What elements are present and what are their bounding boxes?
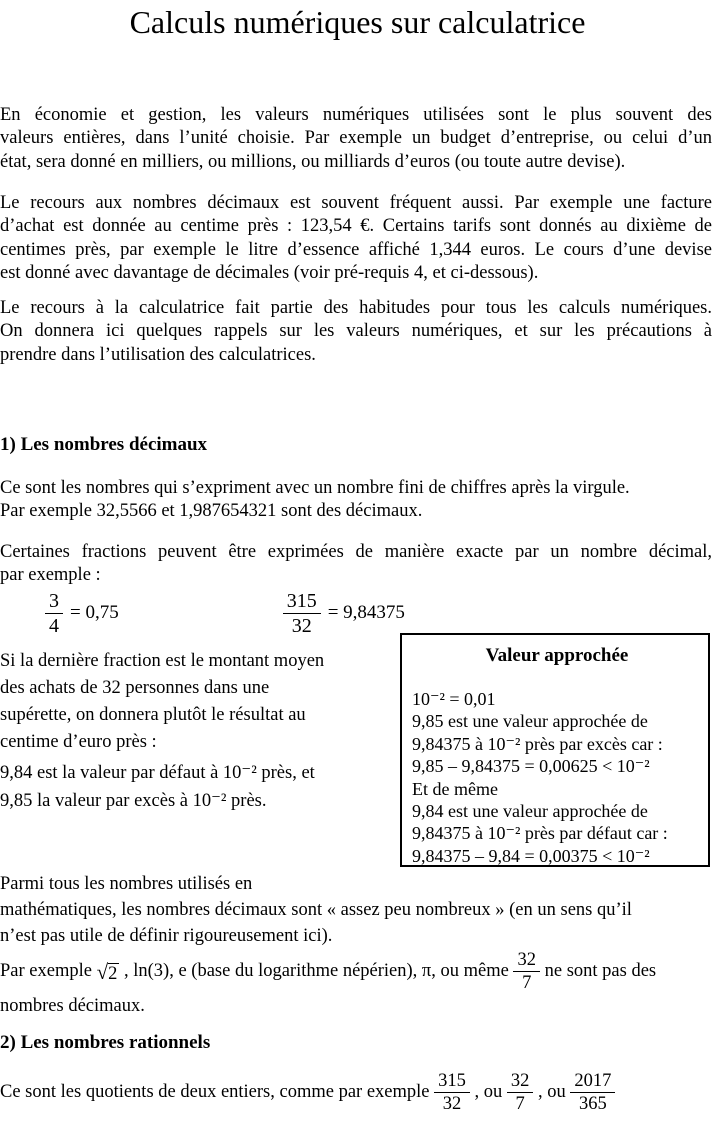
fraction-numerator: 315 (434, 1071, 470, 1094)
fraction-315-32-b (434, 1071, 470, 1115)
text-line: d’achat est donnée au centime près : 123,54 €. Certains tarifs sont donnés au dixième de (0, 216, 712, 237)
paragraph-nombres-decimaux-usage (0, 192, 712, 286)
fraction-denominator: 4 (49, 615, 59, 638)
paragraph-intro-economie (0, 104, 712, 174)
text-line: 9,84375 – 9,84 = 0,00375 < 10⁻² (412, 845, 650, 866)
fraction-2017-365 (570, 1071, 615, 1115)
mathline-text: Ce sont les quotients de deux entiers, comme par exemple (0, 1082, 435, 1102)
page-title: Calculs numériques sur calculatrice (129, 4, 586, 40)
text-line: Ce sont les nombres qui s’expriment avec un nombre fini de chiffres après la virgule. (0, 478, 630, 498)
section-heading-1: 1) Les nombres décimaux (0, 434, 208, 455)
text-line: n’est pas utile de définir rigoureusement ici). (0, 925, 333, 946)
text-line: En économie et gestion, les valeurs numériques utilisées sont le plus souvent des (0, 105, 712, 125)
fraction-numerator: 2017 (570, 1071, 615, 1094)
text-line: mathématiques, les nombres décimaux sont « assez peu nombreux » (en un sens qu’il (0, 899, 632, 920)
text-line: centime d’euro près : (0, 732, 157, 752)
line-nombres-decimaux: nombres décimaux. (0, 996, 145, 1016)
valeur-approchee-box (400, 633, 710, 867)
mathline-text: Par exemple (0, 961, 97, 981)
text-line: Par exemple 32,5566 et 1,987654321 sont des décimaux. (0, 501, 423, 522)
text-line: 9,85 – 9,84375 = 0,00625 < 10⁻² (412, 756, 650, 777)
mathline-text: ne sont pas des (539, 961, 657, 981)
sqrt-2 (97, 962, 120, 985)
text-line: centimes près, par exemple le litre d’essence affiché 1,344 euros. Le cours d’une devise (0, 239, 712, 260)
text-line: 10⁻² = 0,01 (412, 689, 496, 709)
fraction-32-7 (513, 950, 540, 994)
box-title: Valeur approchée (485, 645, 629, 666)
fraction-denominator: 7 (515, 1094, 525, 1115)
text-line: état, sera donné en milliers, ou millions, ou milliards d’euros (ou toute autre devise). (0, 151, 626, 172)
mathline-text: , ou (533, 1082, 571, 1102)
text-line: Le recours aux nombres décimaux est souvent fréquent aussi. Par exemple une facture (0, 193, 712, 213)
fraction-denominator: 7 (522, 973, 532, 994)
fraction-numerator: 315 (283, 590, 321, 614)
fraction-numerator: 32 (513, 950, 540, 973)
box-body (412, 688, 702, 867)
equation-1-result: = 0,75 (70, 602, 119, 623)
text-line: 9,85 est une valeur approchée de (412, 711, 648, 732)
text-line: est donné avec davantage de décimales (voir pré-requis 4, et ci-dessous). (0, 263, 539, 284)
text-line: 9,84375 à 10⁻² près par défaut car : (412, 823, 668, 844)
mathline-exemples-irrationnels (0, 944, 656, 998)
mathline-text: , ou (469, 1082, 507, 1102)
fraction-32-7-b (507, 1071, 534, 1115)
fraction-numerator: 3 (45, 590, 63, 614)
text-line: valeurs entières, dans l’unité choisie. Par exemple un budget d’entreprise, ou celui d’un (0, 128, 712, 149)
fraction-numerator: 32 (507, 1071, 534, 1094)
text-line: par exemple : (0, 565, 101, 586)
fraction-denominator: 32 (442, 1094, 462, 1115)
text-line: Certaines fractions peuvent être exprimées de manière exacte par un nombre décimal, (0, 542, 712, 562)
radical-icon: √ (96, 960, 109, 984)
text-line: prendre dans l’utilisation des calculatrices. (0, 344, 316, 365)
text-line: Le recours à la calculatrice fait partie des habitudes pour tous les calculs numériques. (0, 298, 712, 318)
text-line: 9,84 est la valeur par défaut à 10⁻² près, et (0, 763, 315, 783)
fraction-denominator: 365 (579, 1094, 607, 1115)
mathline-rationnels (0, 1066, 615, 1118)
text-line: 9,84375 à 10⁻² près par excès car : (412, 733, 663, 754)
text-line: 9,84 est une valeur approchée de (412, 801, 648, 822)
text-line: 9,85 la valeur par excès à 10⁻² près. (0, 790, 267, 811)
fraction-3-4 (45, 590, 63, 638)
equation-2-result: = 9,84375 (327, 602, 405, 623)
fraction-denominator: 32 (291, 615, 312, 638)
paragraph-superette (0, 648, 400, 756)
text-line: des achats de 32 personnes dans une (0, 678, 270, 698)
section-heading-2: 2) Les nombres rationnels (0, 1032, 211, 1053)
paragraph-valeur-defaut-exces (0, 760, 400, 815)
equation-row (45, 588, 405, 638)
radicand: 2 (108, 964, 118, 984)
mathline-text: , ln(3), e (base du logarithme népérien), π, ou même (119, 961, 514, 981)
paragraph-recours-calculatrice (0, 297, 712, 367)
text-line: Parmi tous les nombres utilisés en (0, 874, 253, 894)
text-line: Et de même (412, 778, 498, 799)
paragraph-parmi-nombres (0, 872, 712, 949)
paragraph-definition-decimaux (0, 477, 712, 524)
text-line: supérette, on donnera plutôt le résultat au (0, 705, 306, 725)
text-line: On donnera ici quelques rappels sur les valeurs numériques, et sur les précautions à (0, 321, 712, 342)
text-line: Si la dernière fraction est le montant moyen (0, 651, 325, 671)
paragraph-fractions-exactes (0, 541, 712, 588)
fraction-315-32 (283, 590, 321, 638)
